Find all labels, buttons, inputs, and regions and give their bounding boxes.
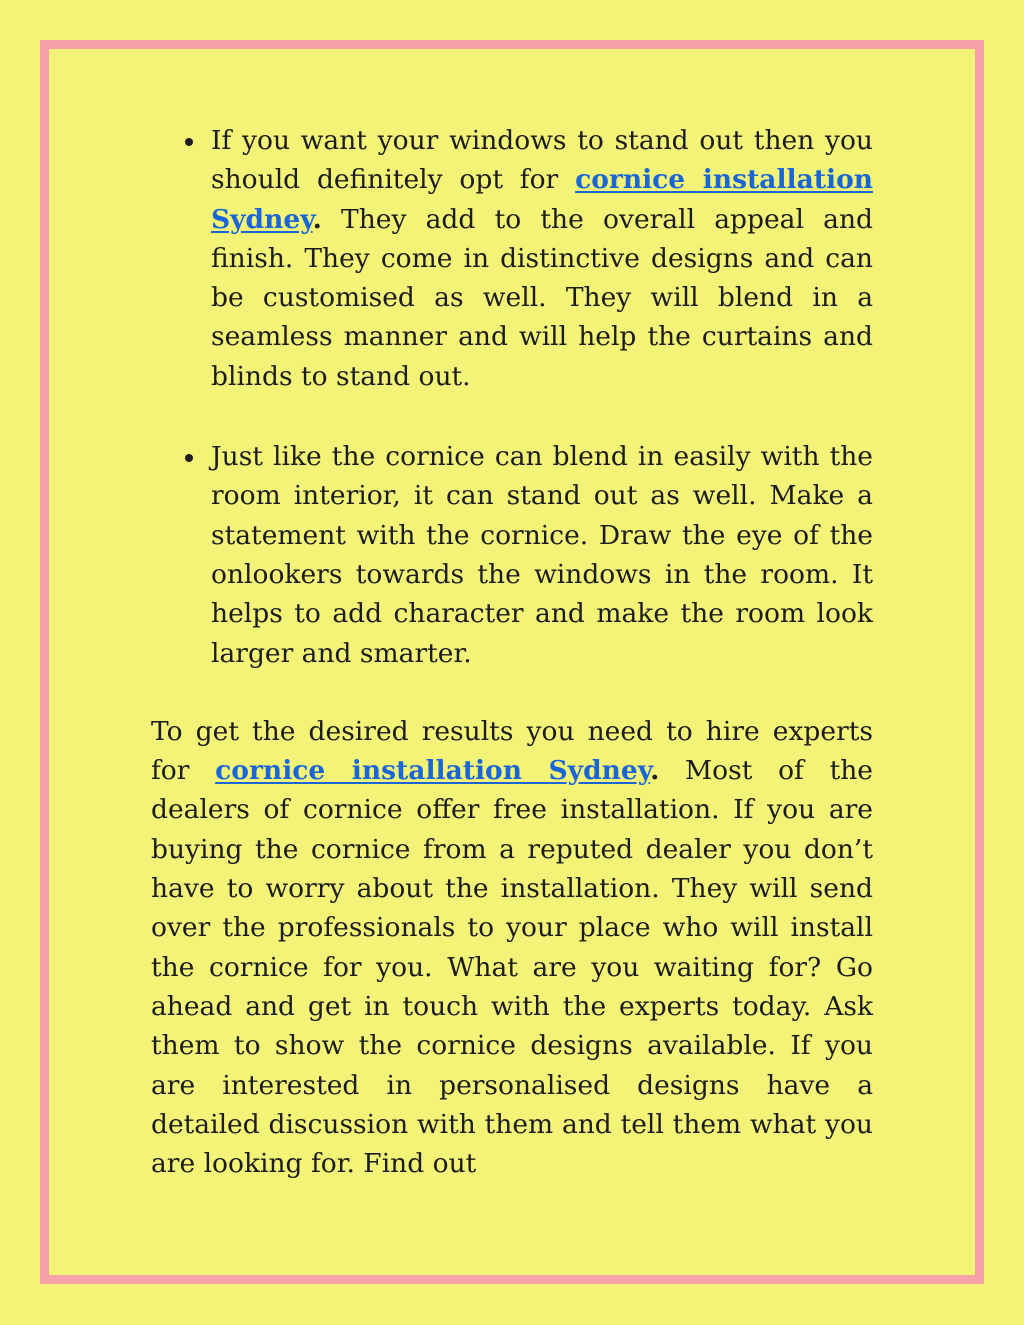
cornice-installation-sydney-link[interactable]: cornice installation Sydney (211, 164, 874, 235)
bullet-icon (185, 138, 193, 146)
bullet-text-end: They add to the overall appeal and finish. They come in distinctive designs and can be customised as well. They will blend in a seamless manner and will help the curtains and blinds to stand out. (211, 203, 873, 392)
bullet-list (151, 121, 873, 673)
bullet-text-start: If you want your windows to stand out then you should definitely opt for (211, 125, 873, 196)
cornice-installation-sydney-link-2[interactable]: cornice installation Sydney (215, 755, 651, 787)
closing-paragraph (151, 712, 873, 1184)
document-body (151, 121, 873, 1183)
bullet-item-cornice-statement (151, 437, 873, 673)
link-period: . (650, 755, 660, 787)
link-period: . (312, 203, 322, 235)
bullet-text: Just like the cornice can blend in easily with the room interior, it can stand out as well. Make a statement with the cornice. Draw the eye of the onlookers towards the windows in the room. It helps to add character and make the room look larger and smarter. (211, 441, 873, 669)
bullet-icon (185, 454, 193, 462)
paragraph-text-start: To get the desired results you need to hire experts for (151, 715, 873, 787)
paragraph-text-end: Most of the dealers of cornice offer free installation. If you are buying the cornice from a reputed dealer you don’t have to worry about the installation. They will send over the professionals to your place who will install the cornice for you. What are you waiting for? Go ahead and get in touch with the experts today. Ask them to show the cornice designs available. If you are interested in personalised designs have a detailed discussion with them and tell them what you are looking for. Find out (151, 755, 873, 1180)
bullet-item-cornice-installation (151, 121, 873, 396)
